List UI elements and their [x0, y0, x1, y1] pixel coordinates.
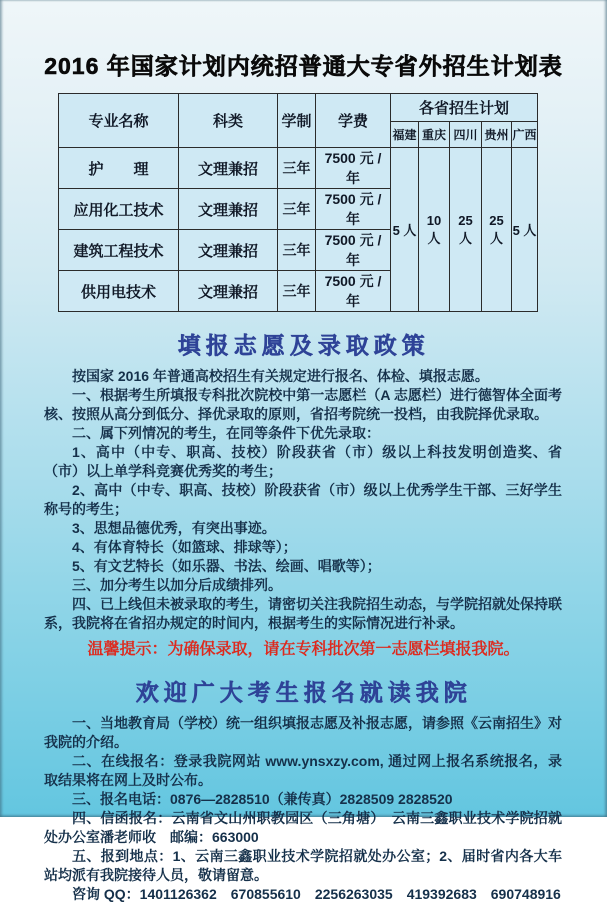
cell-major: 护 理 — [59, 148, 179, 189]
col-header-fujian: 福建 — [391, 122, 419, 148]
section-title-welcome: 欢迎广大考生报名就读我院 — [135, 679, 472, 706]
cell-category: 文理兼招 — [179, 148, 278, 189]
col-header-major: 专业名称 — [59, 94, 179, 148]
cell-tuition: 7500 元 / 年 — [316, 148, 391, 189]
cell-quota-sichuan: 25 人 — [450, 148, 482, 312]
page-title: 2016 年国家计划内统招普通大专省外招生计划表 — [44, 53, 563, 79]
policy-paragraph: 按国家 2016 年普通高校招生有关规定进行报名、体检、填报志愿。 — [72, 368, 489, 384]
registration-paragraph: 二、在线报名：登录我院网站 www.ynsxzy.com, 通过网上报名系统报名，录取结果将在网上及时公布。 — [44, 753, 562, 788]
policy-paragraph: 三、加分考生以加分后成绩排列。 — [72, 577, 282, 593]
policy-paragraph: 1、高中（中专、职高、技校）阶段获省（市）级以上科技发明创造奖、省（市）以上单学科竞赛优秀奖的考生； — [44, 444, 562, 479]
policy-paragraph: 二、属下列情况的考生，在同等条件下优先录取： — [72, 425, 380, 441]
cell-tuition: 7500 元 / 年 — [316, 271, 391, 312]
cell-quota-guangxi: 5 人 — [512, 148, 538, 312]
col-header-category: 科类 — [179, 94, 278, 148]
registration-paragraph: 五、报到地点：1、云南三鑫职业技术学院招就处办公室；2、届时省内各大车站均派有我院接待人员，敬请留意。 — [44, 848, 562, 883]
cell-major: 建筑工程技术 — [59, 230, 179, 271]
cell-quota-guizhou: 25 人 — [482, 148, 512, 312]
policy-paragraph: 2、高中（中专、职高、技校）阶段获省（市）级以上优秀学生干部、三好学生称号的考生； — [44, 482, 562, 517]
col-header-tuition: 学费 — [316, 94, 391, 148]
policy-paragraph: 四、已上线但未被录取的考生，请密切关注我院招生动态，与学院招就处保持联系，我院将在省招办规定的时间内，根据考生的实际情况进行补录。 — [44, 596, 562, 631]
registration-paragraph: 一、当地教育局（学校）统一组织填报志愿及补报志愿，请参照《云南招生》对我院的介绍。 — [44, 715, 562, 750]
cell-duration: 三年 — [278, 189, 316, 230]
policy-paragraph: 4、有体育特长（如篮球、排球等）； — [72, 539, 297, 555]
policy-paragraph: 5、有文艺特长（如乐器、书法、绘画、唱歌等）； — [72, 558, 381, 574]
col-header-guangxi: 广西 — [512, 122, 538, 148]
cell-category: 文理兼招 — [179, 271, 278, 312]
cell-major: 供用电技术 — [59, 271, 179, 312]
cell-tuition: 7500 元 / 年 — [316, 230, 391, 271]
col-header-sichuan: 四川 — [450, 122, 482, 148]
registration-paragraphs — [0, 707, 607, 904]
warm-tip-text: 温馨提示：为确保录取，请在专科批次第一志愿栏填报我院。 — [87, 641, 520, 658]
policy-paragraph: 一、根据考生所填报专科批次院校中第一志愿栏（A 志愿栏）进行德智体全面考核、按照从高分到低分、择优录取的原则，省招考院统一投档，由我院择优录取。 — [44, 387, 562, 422]
table-header-row — [59, 94, 538, 122]
cell-tuition: 7500 元 / 年 — [316, 189, 391, 230]
col-header-chongqing: 重庆 — [419, 122, 450, 148]
qq-contact-line: 咨询 QQ：1401126362 670855610 2256263035 419392683 690748916 — [72, 886, 561, 902]
col-header-duration: 学制 — [278, 94, 316, 148]
registration-paragraph: 三、报名电话：0876—2828510（兼传真）2828509 2828520 — [72, 791, 453, 807]
cell-duration: 三年 — [278, 230, 316, 271]
cell-quota-chongqing: 10 人 — [419, 148, 450, 312]
policy-paragraph: 3、思想品德优秀，有突出事迹。 — [72, 520, 276, 536]
cell-duration: 三年 — [278, 148, 316, 189]
cell-category: 文理兼招 — [179, 189, 278, 230]
table-row — [59, 148, 538, 189]
col-header-provinces-group: 各省招生计划 — [391, 94, 538, 122]
policy-paragraphs — [0, 360, 607, 633]
cell-major: 应用化工技术 — [59, 189, 179, 230]
registration-paragraph: 四、信函报名：云南省文山州职教园区（三角塘） 云南三鑫职业技术学院招就处办公室潘老师收 邮编：663000 — [44, 810, 562, 845]
cell-quota-fujian: 5 人 — [391, 148, 419, 312]
section-title-application-policy: 填报志愿及录取政策 — [177, 332, 430, 359]
cell-category: 文理兼招 — [179, 230, 278, 271]
enrollment-plan-table — [58, 93, 538, 312]
col-header-guizhou: 贵州 — [482, 122, 512, 148]
cell-duration: 三年 — [278, 271, 316, 312]
